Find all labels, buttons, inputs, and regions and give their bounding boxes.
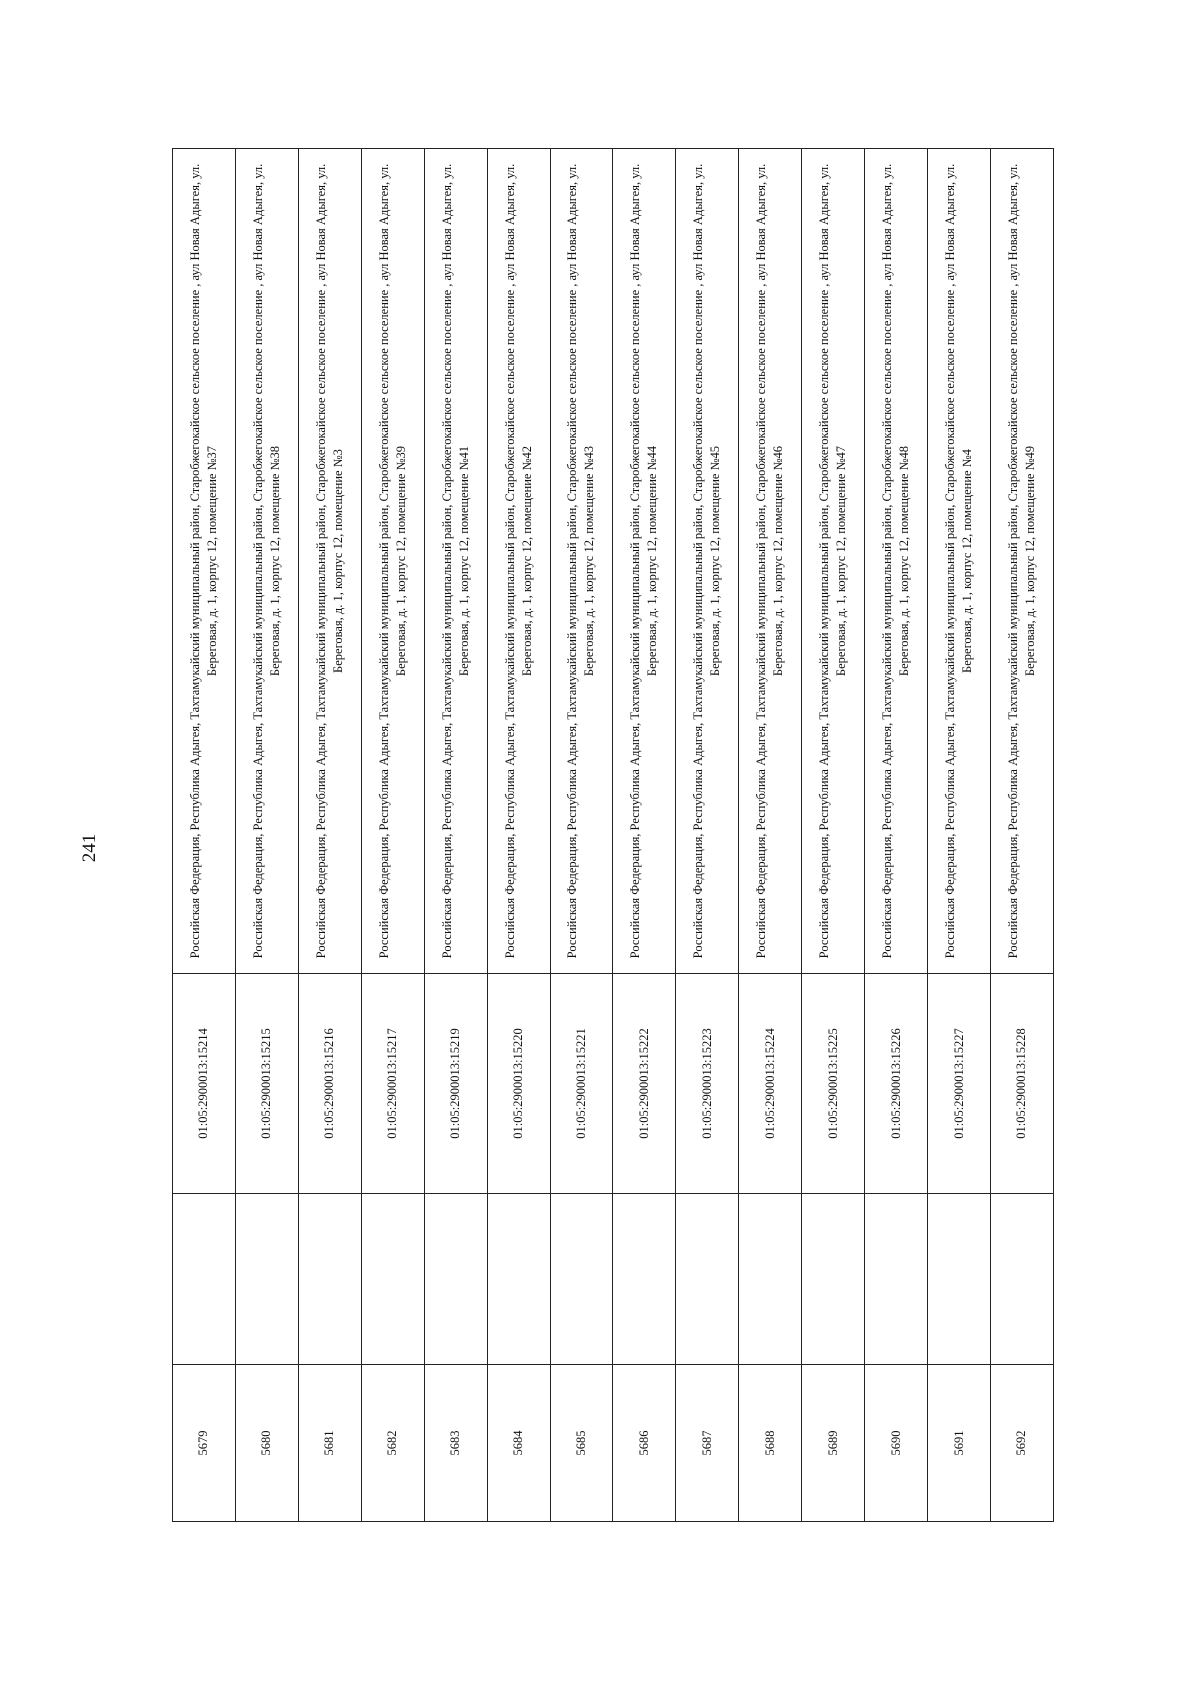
cadastral-number-cell: 01:05:2900013:15226 bbox=[865, 974, 928, 1194]
cadastral-number-cell: 01:05:2900013:15228 bbox=[990, 974, 1053, 1194]
address-cell: Российская Федерация, Республика Адыгея, Тахтамукайский муниципальный район, Старобжегокайское сельское поселение , аул Новая Адыгея, ул. Береговая, д. 1, корпус 12, помещение №49 bbox=[990, 149, 1053, 974]
cadastral-number-cell: 01:05:2900013:15225 bbox=[802, 974, 865, 1194]
row-number-cell: 5686 bbox=[613, 1365, 676, 1522]
table-row bbox=[990, 149, 1053, 1522]
table-row bbox=[865, 149, 928, 1522]
row-number-cell: 5688 bbox=[739, 1365, 802, 1522]
cadastral-number-cell: 01:05:2900013:15220 bbox=[487, 974, 550, 1194]
table-row bbox=[928, 149, 991, 1522]
address-cell: Российская Федерация, Республика Адыгея, Тахтамукайский муниципальный район, Старобжегокайское сельское поселение , аул Новая Адыгея, ул. Береговая, д. 1, корпус 12, помещение №46 bbox=[739, 149, 802, 974]
row-number-cell: 5689 bbox=[802, 1365, 865, 1522]
table-row bbox=[235, 149, 298, 1522]
cadastral-number-cell: 01:05:2900013:15219 bbox=[424, 974, 487, 1194]
page-number: 241 bbox=[79, 833, 100, 863]
table-row bbox=[676, 149, 739, 1522]
table-row bbox=[487, 149, 550, 1522]
empty-cell bbox=[235, 1194, 298, 1365]
row-number-cell: 5681 bbox=[298, 1365, 361, 1522]
table-row bbox=[173, 149, 236, 1522]
address-cell: Российская Федерация, Республика Адыгея, Тахтамукайский муниципальный район, Старобжегокайское сельское поселение , аул Новая Адыгея, ул. Береговая, д. 1, корпус 12, помещение №45 bbox=[676, 149, 739, 974]
address-cell: Российская Федерация, Республика Адыгея, Тахтамукайский муниципальный район, Старобжегокайское сельское поселение , аул Новая Адыгея, ул. Береговая, д. 1, корпус 12, помещение №44 bbox=[613, 149, 676, 974]
row-number-cell: 5692 bbox=[990, 1365, 1053, 1522]
cadastral-number-cell: 01:05:2900013:15223 bbox=[676, 974, 739, 1194]
row-number-cell: 5690 bbox=[865, 1365, 928, 1522]
empty-cell bbox=[424, 1194, 487, 1365]
cadastral-number-cell: 01:05:2900013:15224 bbox=[739, 974, 802, 1194]
table-row bbox=[361, 149, 424, 1522]
address-cell: Российская Федерация, Республика Адыгея, Тахтамукайский муниципальный район, Старобжегокайское сельское поселение , аул Новая Адыгея, ул. Береговая, д. 1, корпус 12, помещение №42 bbox=[487, 149, 550, 974]
rotated-table-container bbox=[172, 163, 1054, 1522]
empty-cell bbox=[928, 1194, 991, 1365]
row-number-cell: 5682 bbox=[361, 1365, 424, 1522]
table-row bbox=[613, 149, 676, 1522]
cadastral-number-cell: 01:05:2900013:15222 bbox=[613, 974, 676, 1194]
address-cell: Российская Федерация, Республика Адыгея, Тахтамукайский муниципальный район, Старобжегокайское сельское поселение , аул Новая Адыгея, ул. Береговая, д. 1, корпус 12, помещение №41 bbox=[424, 149, 487, 974]
empty-cell bbox=[487, 1194, 550, 1365]
table-row bbox=[424, 149, 487, 1522]
row-number-cell: 5680 bbox=[235, 1365, 298, 1522]
table-row bbox=[802, 149, 865, 1522]
cadastral-number-cell: 01:05:2900013:15215 bbox=[235, 974, 298, 1194]
empty-cell bbox=[676, 1194, 739, 1365]
row-number-cell: 5687 bbox=[676, 1365, 739, 1522]
property-table-body bbox=[173, 149, 1054, 1522]
address-cell: Российская Федерация, Республика Адыгея, Тахтамукайский муниципальный район, Старобжегокайское сельское поселение , аул Новая Адыгея, ул. Береговая, д. 1, корпус 12, помещение №4 bbox=[928, 149, 991, 974]
empty-cell bbox=[739, 1194, 802, 1365]
cadastral-number-cell: 01:05:2900013:15216 bbox=[298, 974, 361, 1194]
property-table bbox=[172, 148, 1054, 1522]
row-number-cell: 5679 bbox=[173, 1365, 236, 1522]
empty-cell bbox=[990, 1194, 1053, 1365]
row-number-cell: 5691 bbox=[928, 1365, 991, 1522]
address-cell: Российская Федерация, Республика Адыгея, Тахтамукайский муниципальный район, Старобжегокайское сельское поселение , аул Новая Адыгея, ул. Береговая, д. 1, корпус 12, помещение №39 bbox=[361, 149, 424, 974]
row-number-cell: 5684 bbox=[487, 1365, 550, 1522]
row-number-cell: 5685 bbox=[550, 1365, 613, 1522]
table-row bbox=[298, 149, 361, 1522]
empty-cell bbox=[361, 1194, 424, 1365]
cadastral-number-cell: 01:05:2900013:15214 bbox=[173, 974, 236, 1194]
cadastral-number-cell: 01:05:2900013:15221 bbox=[550, 974, 613, 1194]
address-cell: Российская Федерация, Республика Адыгея, Тахтамукайский муниципальный район, Старобжегокайское сельское поселение , аул Новая Адыгея, ул. Береговая, д. 1, корпус 12, помещение №48 bbox=[865, 149, 928, 974]
row-number-cell: 5683 bbox=[424, 1365, 487, 1522]
empty-cell bbox=[298, 1194, 361, 1365]
address-cell: Российская Федерация, Республика Адыгея, Тахтамукайский муниципальный район, Старобжегокайское сельское поселение , аул Новая Адыгея, ул. Береговая, д. 1, корпус 12, помещение №38 bbox=[235, 149, 298, 974]
address-cell: Российская Федерация, Республика Адыгея, Тахтамукайский муниципальный район, Старобжегокайское сельское поселение , аул Новая Адыгея, ул. Береговая, д. 1, корпус 12, помещение №37 bbox=[173, 149, 236, 974]
empty-cell bbox=[173, 1194, 236, 1365]
empty-cell bbox=[613, 1194, 676, 1365]
cadastral-number-cell: 01:05:2900013:15227 bbox=[928, 974, 991, 1194]
cadastral-number-cell: 01:05:2900013:15217 bbox=[361, 974, 424, 1194]
empty-cell bbox=[802, 1194, 865, 1365]
address-cell: Российская Федерация, Республика Адыгея, Тахтамукайский муниципальный район, Старобжегокайское сельское поселение , аул Новая Адыгея, ул. Береговая, д. 1, корпус 12, помещение №3 bbox=[298, 149, 361, 974]
table-row bbox=[550, 149, 613, 1522]
empty-cell bbox=[550, 1194, 613, 1365]
address-cell: Российская Федерация, Республика Адыгея, Тахтамукайский муниципальный район, Старобжегокайское сельское поселение , аул Новая Адыгея, ул. Береговая, д. 1, корпус 12, помещение №47 bbox=[802, 149, 865, 974]
empty-cell bbox=[865, 1194, 928, 1365]
address-cell: Российская Федерация, Республика Адыгея, Тахтамукайский муниципальный район, Старобжегокайское сельское поселение , аул Новая Адыгея, ул. Береговая, д. 1, корпус 12, помещение №43 bbox=[550, 149, 613, 974]
table-row bbox=[739, 149, 802, 1522]
